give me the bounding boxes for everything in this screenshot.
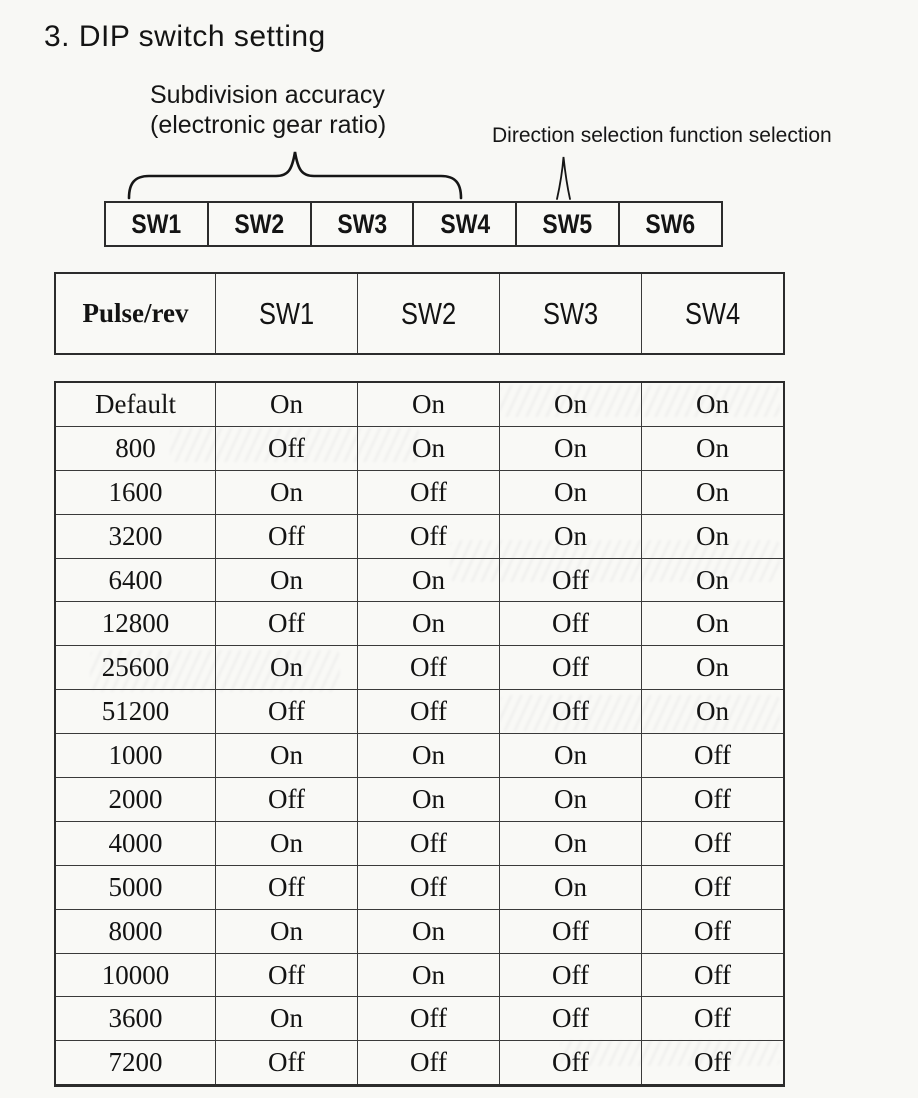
sw-cell: Off [500, 954, 642, 997]
header-cell-sw4-label: SW4 [684, 295, 741, 331]
sw-cell: On [358, 383, 500, 426]
sw-cell: Off [500, 910, 642, 953]
sw-cell: Off [694, 827, 731, 858]
sw-cell: Off [216, 1041, 358, 1084]
header-cell-pulse-rev: Pulse/rev [56, 274, 216, 353]
switch-box-sw4 [414, 203, 517, 245]
pulse-cell: 5000 [56, 866, 216, 909]
switch-box-sw6 [620, 203, 721, 245]
sw-cell: On [500, 471, 642, 514]
switch-box-sw5-label: SW5 [542, 208, 593, 239]
sw-cell: On [696, 520, 729, 551]
sw-cell: On [216, 383, 358, 426]
sw-cell: Off [500, 602, 642, 645]
table-row [56, 997, 783, 1041]
sw-cell: Off [694, 915, 731, 946]
sw-cell: On [216, 997, 358, 1040]
pulse-cell: 1000 [56, 734, 216, 777]
page-title: 3. DIP switch setting [44, 20, 326, 53]
sw-cell: Off [358, 515, 500, 558]
switch-box-sw2-label: SW2 [234, 208, 285, 239]
pulse-header-table [54, 272, 785, 355]
pulse-cell: 51200 [56, 690, 216, 733]
sw-cell: Off [216, 427, 358, 470]
table-row [56, 778, 783, 822]
curly-brace-icon [126, 147, 464, 200]
pulse-setting-table [54, 381, 785, 1087]
sw-cell: On [358, 427, 500, 470]
sw-cell: On [500, 734, 642, 777]
sw-cell: Off [216, 690, 358, 733]
switch-box-sw1 [106, 203, 209, 245]
header-cell-sw1-label: SW1 [258, 295, 315, 331]
table-row [56, 427, 783, 471]
sw-cell: On [216, 646, 358, 689]
table-row [56, 515, 783, 559]
sw-cell: Off [358, 471, 500, 514]
sw-cell: On [216, 822, 358, 865]
sw-cell: Off [358, 646, 500, 689]
sw-cell: Off [216, 954, 358, 997]
pulse-cell: 3200 [56, 515, 216, 558]
sw-cell: On [216, 559, 358, 602]
sw-cell: On [500, 427, 642, 470]
subdivision-accuracy-line2: (electronic gear ratio) [150, 111, 387, 139]
table-row [56, 646, 783, 690]
direction-selection-label: Direction selection function selection [492, 124, 832, 147]
sw-cell: Off [500, 646, 642, 689]
sw-cell: Off [500, 997, 642, 1040]
header-cell-sw2-label: SW2 [400, 295, 457, 331]
header-cell-sw2 [358, 274, 500, 353]
table-row [56, 471, 783, 515]
table-row [56, 690, 783, 734]
sw-cell: On [358, 954, 500, 997]
sw-cell: On [696, 564, 729, 595]
sw-cell: Off [694, 740, 731, 771]
sw-cell: Off [694, 1003, 731, 1034]
dip-switch-strip [104, 201, 723, 247]
sw-cell: Off [358, 690, 500, 733]
pulse-cell: 25600 [56, 646, 216, 689]
sw-cell: On [500, 866, 642, 909]
sw-cell: Off [358, 997, 500, 1040]
sw-cell: Off [358, 822, 500, 865]
sw-cell: Off [694, 1047, 731, 1078]
sw-cell: On [216, 734, 358, 777]
sw-cell: On [696, 432, 729, 463]
pulse-cell: 4000 [56, 822, 216, 865]
header-cell-sw4 [642, 274, 783, 353]
switch-box-sw1-label: SW1 [131, 208, 182, 239]
sw-cell: On [358, 602, 500, 645]
sw-cell: Off [216, 866, 358, 909]
subdivision-accuracy-line1: Subdivision accuracy [150, 81, 385, 109]
pulse-cell: 12800 [56, 602, 216, 645]
sw-cell: Off [358, 866, 500, 909]
sw-cell: On [696, 652, 729, 683]
table-row [56, 1041, 783, 1084]
switch-box-sw4-label: SW4 [440, 208, 490, 239]
table-row [56, 383, 783, 427]
pointer-bracket-icon [550, 152, 578, 200]
sw-cell: Off [216, 778, 358, 821]
pulse-cell: 10000 [56, 954, 216, 997]
sw-cell: Off [216, 602, 358, 645]
header-cell-sw1 [216, 274, 358, 353]
sw-cell: On [696, 388, 729, 419]
sw-cell: On [358, 778, 500, 821]
sw-cell: On [358, 910, 500, 953]
sw-cell: On [358, 559, 500, 602]
sw-cell: Off [500, 690, 642, 733]
sw-cell: On [696, 608, 729, 639]
pulse-cell: 8000 [56, 910, 216, 953]
sw-cell: On [216, 910, 358, 953]
pulse-cell: 7200 [56, 1041, 216, 1084]
sw-cell: On [500, 515, 642, 558]
table-row [56, 734, 783, 778]
table-row [56, 602, 783, 646]
pulse-cell: 3600 [56, 997, 216, 1040]
switch-box-sw5 [517, 203, 620, 245]
sw-cell: Off [694, 871, 731, 902]
sw-cell: Off [694, 959, 731, 990]
table-row [56, 822, 783, 866]
sw-cell: Off [500, 559, 642, 602]
pulse-cell: 1600 [56, 471, 216, 514]
header-cell-sw3-label: SW3 [542, 295, 599, 331]
sw-cell: On [358, 734, 500, 777]
table-row [56, 866, 783, 910]
sw-cell: On [500, 778, 642, 821]
pulse-cell: 6400 [56, 559, 216, 602]
sw-cell: On [500, 383, 642, 426]
table-row [56, 559, 783, 603]
sw-cell: On [216, 471, 358, 514]
switch-box-sw2 [209, 203, 312, 245]
switch-box-sw6-label: SW6 [645, 208, 696, 239]
table-row [56, 954, 783, 998]
sw-cell: Off [358, 1041, 500, 1084]
sw-cell: On [696, 476, 729, 507]
pulse-cell: Default [56, 383, 216, 426]
pulse-cell: 2000 [56, 778, 216, 821]
sw-cell: Off [500, 1041, 642, 1084]
switch-box-sw3 [312, 203, 415, 245]
sw-cell: On [696, 696, 729, 727]
subdivision-accuracy-label [150, 80, 386, 140]
sw-cell: Off [216, 515, 358, 558]
sw-cell: Off [694, 783, 731, 814]
table-row [56, 910, 783, 954]
switch-box-sw3-label: SW3 [337, 208, 387, 239]
header-cell-sw3 [500, 274, 642, 353]
sw-cell: On [500, 822, 642, 865]
pulse-cell: 800 [56, 427, 216, 470]
